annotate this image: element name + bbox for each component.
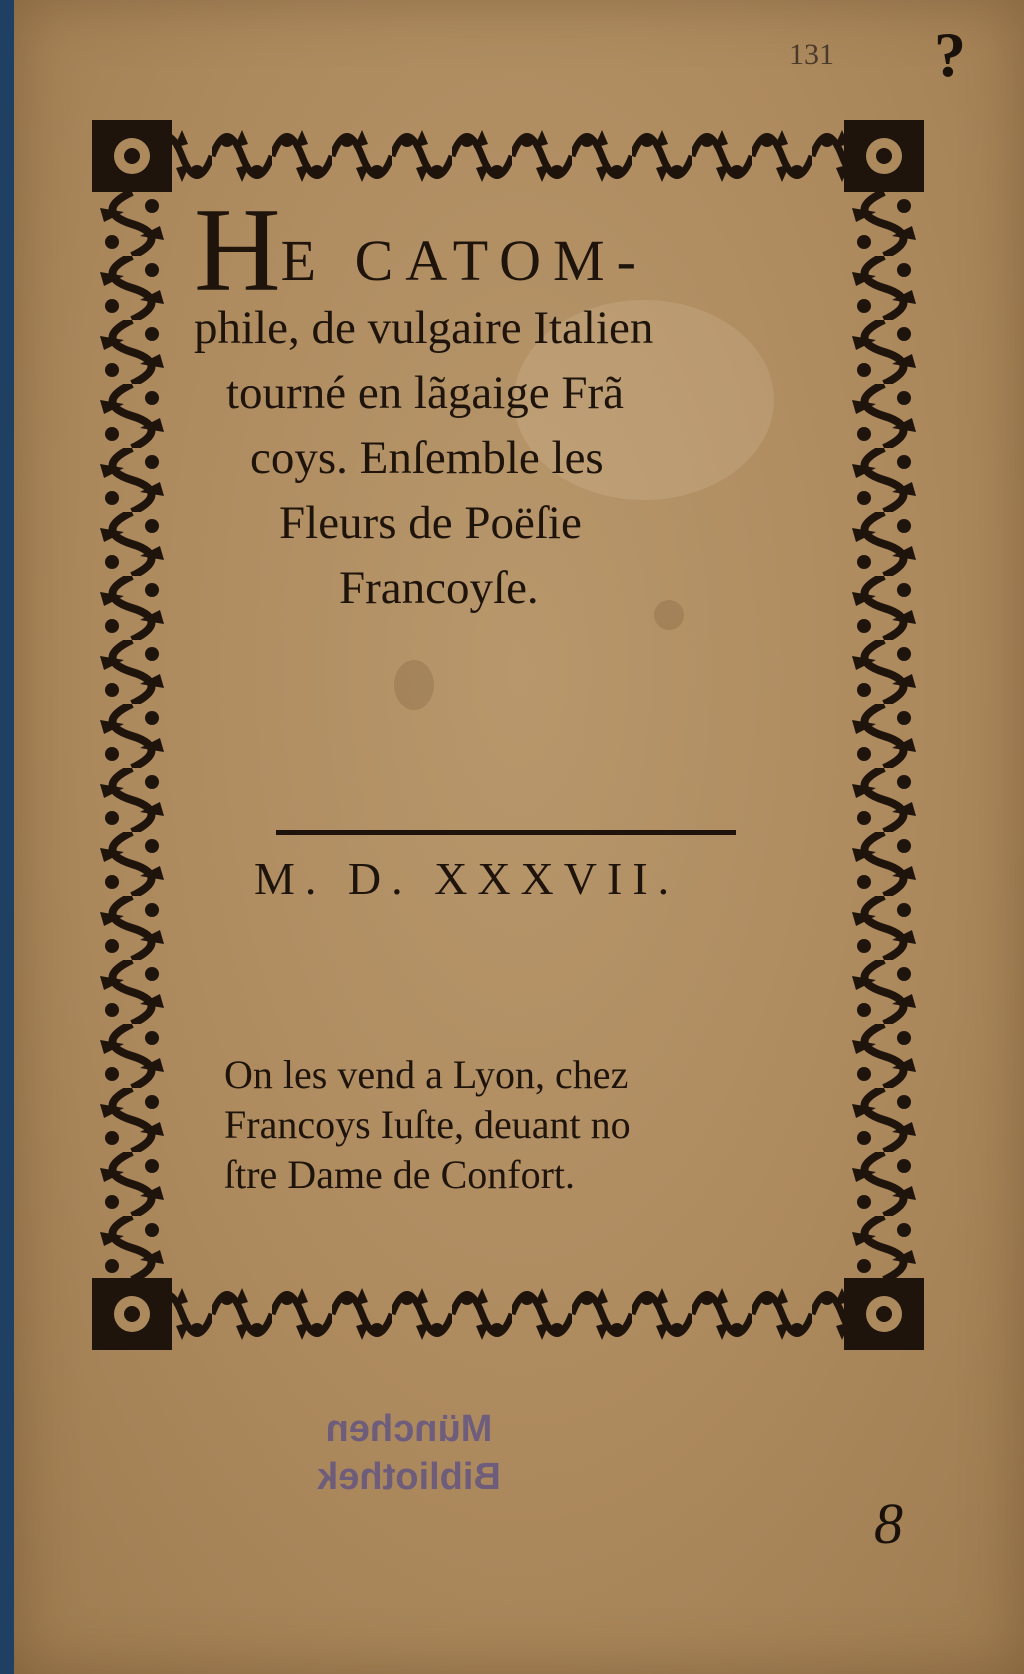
- title-first-line-rest: E CATOM-: [280, 228, 648, 293]
- title-page: [14, 0, 1024, 1674]
- title-line: Francoyſe.: [339, 562, 539, 614]
- imprint-line: ſtre Dame de Confort.: [224, 1152, 575, 1197]
- title-line: coys. Enſemble les: [250, 432, 604, 484]
- stamp-line: München: [325, 1408, 493, 1450]
- border-right: [844, 192, 924, 1278]
- title-line: phile, de vulgaire Italien: [194, 302, 654, 354]
- library-stamp: [219, 1405, 599, 1501]
- book-title: [194, 183, 814, 621]
- handwritten-number: 8: [874, 1491, 903, 1556]
- corner-mark: ?: [934, 19, 966, 90]
- imprint: [224, 1050, 784, 1200]
- shelf-number: 131: [789, 38, 834, 71]
- imprint-line: Francoys Iuſte, deuant no: [224, 1102, 631, 1147]
- border-top: [92, 120, 924, 192]
- imprint-line: On les vend a Lyon, chez: [224, 1052, 629, 1097]
- divider-rule: [276, 830, 736, 835]
- border-left: [92, 192, 172, 1278]
- initial-letter: H: [194, 183, 281, 316]
- border-bottom: [92, 1278, 924, 1350]
- publication-date: M. D. XXXVII.: [254, 853, 680, 904]
- title-first-line: [194, 183, 814, 316]
- title-line: Fleurs de Poëſie: [279, 497, 582, 549]
- stamp-line: Bibliothek: [317, 1456, 501, 1498]
- title-line: tourné en lãgaige Frã: [226, 367, 625, 419]
